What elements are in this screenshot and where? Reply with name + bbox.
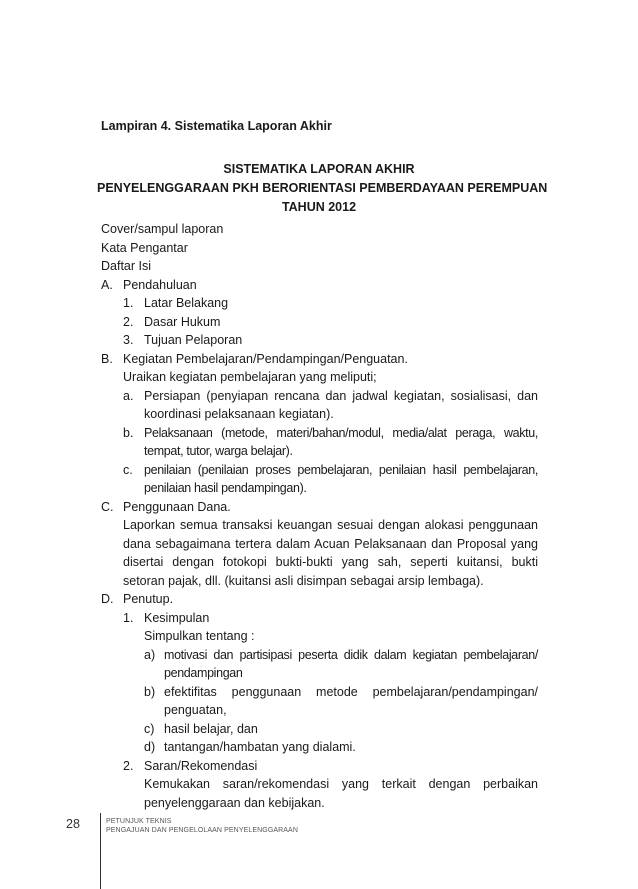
list-marker: d) (144, 740, 156, 754)
list-item-text: Kesimpulan (144, 610, 210, 625)
list-item (123, 424, 538, 461)
list-item-text: Saran/Rekomendasi (144, 758, 258, 773)
section-marker: C. (101, 499, 114, 514)
section-c-heading (101, 498, 538, 517)
subsection-intro: Simpulkan tentang : (144, 629, 255, 643)
footer-line-2: PENGAJUAN DAN PENGELOLAAN PENYELENGGARAAN (106, 827, 298, 834)
heading-line-3: TAHUN 2012 (281, 200, 357, 214)
list-marker: a) (144, 647, 156, 662)
section-body: Laporkan semua transaksi keuangan sesuai dengan alokasi penggunaan dana sebagaimana tertera dalam Acuan Pelaksanaan dan Proposal yang disertai dengan fotokopi bukti-bukti yang sah, seperti kuitansi, bukti setoran pajak, dll. (kuitansi asli disimpan sebagai arsip lembaga). (123, 518, 538, 588)
list-item (123, 331, 538, 350)
list-marker: c) (144, 721, 155, 736)
list-item (123, 757, 538, 776)
appendix-title: Lampiran 4. Sistematika Laporan Akhir (101, 119, 332, 133)
list-item-text: Tujuan Pelaporan (144, 333, 243, 347)
sub-list-item (144, 720, 538, 739)
list-marker: 1. (123, 610, 134, 625)
list-item-text: Dasar Hukum (144, 314, 221, 329)
list-marker: b) (144, 684, 156, 699)
heading-line-2: PENYELENGGARAAN PKH BERORIENTASI PEMBERDAYAAN PEREMPUAN (97, 181, 548, 195)
section-b-heading (101, 350, 538, 369)
section-title: Kegiatan Pembelajaran/Pendampingan/Penguatan. (123, 351, 408, 366)
footer-divider (100, 813, 101, 889)
sub-list-item (144, 646, 538, 683)
list-marker: a. (123, 388, 134, 403)
list-item-text: Latar Belakang (144, 296, 229, 310)
list-item (123, 609, 538, 628)
subsection-body: Kemukakan saran/rekomendasi yang terkait dengan perbaikan penyelenggaraan dan kebijakan. (144, 777, 538, 810)
list-marker: b. (123, 425, 134, 440)
page-number: 28 (66, 817, 80, 831)
document-heading (97, 160, 548, 217)
list-item-text: penilaian (penilaian proses pembelajaran, penilaian hasil pembelajaran, penilaian hasil pendampingan). (144, 462, 538, 495)
section-a-heading (101, 276, 538, 295)
section-marker: D. (101, 592, 114, 606)
list-item-text: motivasi dan partisipasi peserta didik dalam kegiatan pembelajaran/ pendampingan (164, 647, 538, 680)
list-item-text: Persiapan (penyiapan rencana dan jadwal kegiatan, sosialisasi, dan koordinasi pelaksanaan kegiatan). (144, 388, 538, 421)
list-item (123, 313, 538, 332)
list-item (123, 294, 538, 313)
list-marker: 2. (123, 314, 134, 329)
section-title: Pendahuluan (123, 277, 197, 292)
running-footer (106, 817, 298, 835)
section-marker: A. (101, 277, 113, 292)
heading-line-1: SISTEMATIKA LAPORAN AKHIR (223, 162, 415, 176)
list-item (123, 387, 538, 424)
section-d-heading (101, 590, 538, 609)
sub-list-item (144, 738, 538, 757)
list-marker: 3. (123, 333, 134, 347)
front-matter-item: Daftar Isi (101, 259, 152, 273)
list-item-text: hasil belajar, dan (164, 721, 258, 736)
section-intro: Uraikan kegiatan pembelajaran yang meliputi; (123, 370, 377, 384)
list-marker: c. (123, 462, 133, 477)
list-marker: 1. (123, 296, 134, 310)
front-matter-item: Kata Pengantar (101, 240, 188, 255)
list-item-text: Pelaksanaan (metode, materi/bahan/modul, media/alat peraga, waktu, tempat, tutor, warga belajar). (144, 425, 538, 458)
document-body (101, 220, 538, 812)
section-marker: B. (101, 351, 113, 366)
list-marker: 2. (123, 758, 134, 773)
list-item (123, 461, 538, 498)
sub-list-item (144, 683, 538, 720)
front-matter-item: Cover/sampul laporan (101, 222, 224, 236)
section-title: Penutup. (123, 592, 174, 606)
list-item-text: efektifitas penggunaan metode pembelajaran/pendampingan/ penguatan, (164, 684, 538, 717)
list-item-text: tantangan/hambatan yang dialami. (164, 740, 356, 754)
section-title: Penggunaan Dana. (123, 499, 231, 514)
footer-line-1: PETUNJUK TEKNIS (106, 818, 172, 825)
